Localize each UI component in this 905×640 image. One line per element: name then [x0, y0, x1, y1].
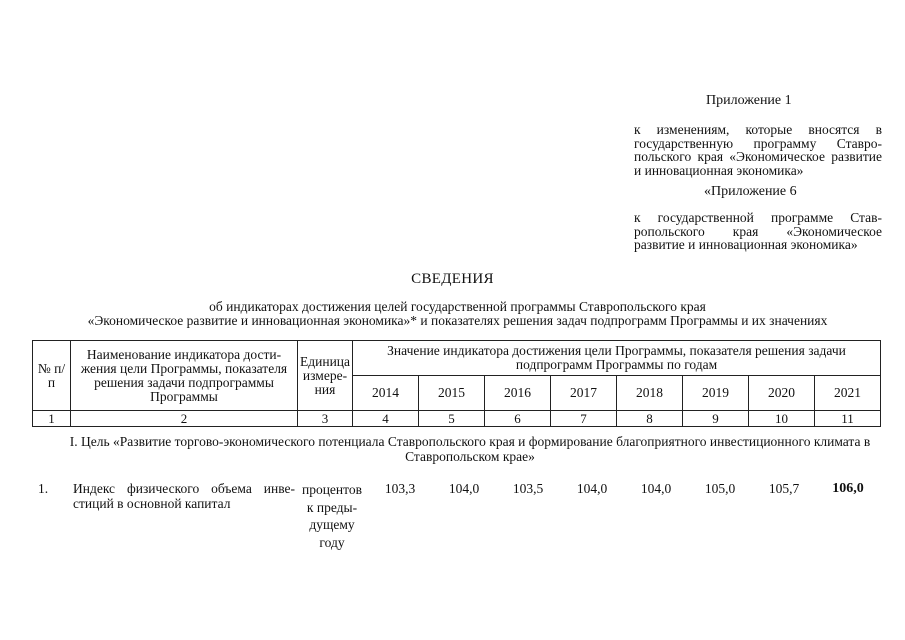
row-value: 105,7 [768, 481, 800, 496]
column-index: 5 [419, 411, 485, 427]
row-value: 104,0 [576, 481, 608, 496]
row-value: 104,0 [640, 481, 672, 496]
column-index: 9 [683, 411, 749, 427]
header-year: 2021 [815, 376, 881, 411]
column-index: 6 [485, 411, 551, 427]
column-index: 3 [298, 411, 353, 427]
row-value: 105,0 [704, 481, 736, 496]
row-value: 104,0 [448, 481, 480, 496]
header-name: Наименование индикатора достижения цели Программы, показателя решения задачи подпрограммы Программы [71, 341, 298, 411]
header-unit: Единица измерения [298, 341, 353, 411]
subtitle-line-1: об индикаторах достижения целей государственной программы Ставропольского края [209, 299, 706, 314]
row-value: 106,0 [832, 481, 864, 496]
appendix-6-note: к государственной программе Ставропольского края «Экономическое развитие и инновационная экономика» [634, 210, 882, 252]
header-values-group: Значение индикатора достижения цели Программы, показателя решения задачи подпрограмм Программы по годам [353, 341, 881, 376]
header-num: № п/п [33, 341, 71, 411]
row-values [368, 481, 880, 497]
row-indicator-name: Индекс физического объема инвестиций в основной капитал [73, 481, 295, 511]
indicators-table [32, 340, 881, 427]
header-year: 2019 [683, 376, 749, 411]
appendix-note: к изменениям, которые вносятся в государственную программу Ставропольского края «Экономическое развитие и инновационная экономика» [634, 122, 882, 178]
row-value: 103,3 [384, 481, 416, 496]
row-value: 103,5 [512, 481, 544, 496]
header-year: 2016 [485, 376, 551, 411]
column-index: 1 [33, 411, 71, 427]
header-year: 2020 [749, 376, 815, 411]
header-year: 2018 [617, 376, 683, 411]
header-year: 2015 [419, 376, 485, 411]
header-year: 2017 [551, 376, 617, 411]
header-year: 2014 [353, 376, 419, 411]
subtitle-line-2: «Экономическое развитие и инновационная экономика»* и показателях решения задач подпрограмм Программы и их значениях [87, 313, 828, 328]
row-unit: процентов к предыдущему году [301, 482, 362, 550]
appendix-6-title: «Приложение 6 [704, 184, 797, 199]
document-subtitle [30, 300, 885, 328]
column-index: 4 [353, 411, 419, 427]
column-index: 2 [71, 411, 298, 427]
column-index: 7 [551, 411, 617, 427]
column-index: 10 [749, 411, 815, 427]
column-index: 8 [617, 411, 683, 427]
document-title: СВЕДЕНИЯ [411, 271, 494, 287]
section-title: I. Цель «Развитие торгово-экономического потенциала Ставропольского края и формирование благоприятного инвестиционного климата в Ставропольском крае» [69, 434, 871, 464]
row-number: 1. [38, 481, 49, 496]
column-index: 11 [815, 411, 881, 427]
appendix-title: Приложение 1 [706, 93, 792, 108]
